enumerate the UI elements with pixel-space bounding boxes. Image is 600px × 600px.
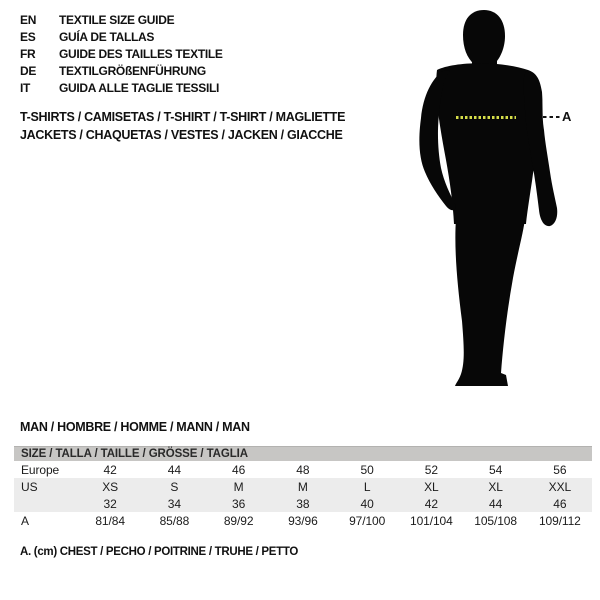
table-cell: XXL: [548, 479, 572, 494]
table-cell: 36: [232, 496, 246, 511]
row-label: A: [21, 513, 29, 528]
table-cell: 52: [424, 462, 438, 477]
table-cell: 85/88: [159, 513, 190, 528]
row-label: US: [21, 479, 38, 494]
table-row-us: [14, 478, 592, 495]
table-row-numeric: [14, 495, 592, 512]
table-cell: 101/104: [410, 513, 453, 528]
table-cell: 38: [296, 496, 310, 511]
table-cell: 44: [167, 462, 181, 477]
table-cell: 89/92: [223, 513, 254, 528]
language-code: FR: [20, 47, 36, 61]
table-cell: 93/96: [288, 513, 318, 528]
language-title: GUÍA DE TALLAS: [59, 30, 155, 44]
table-cell: 81/84: [95, 513, 125, 528]
table-cell: 50: [360, 462, 374, 477]
table-cell: XL: [424, 479, 439, 494]
language-title-list: [20, 12, 223, 97]
measure-footnote: A. (cm) CHEST / PECHO / POITRINE / TRUHE / PETTO: [20, 546, 299, 558]
category-line-jackets: JACKETS / CHAQUETAS / VESTES / JACKEN / GIACCHE: [20, 128, 343, 142]
table-cell: 42: [424, 496, 438, 511]
language-code: EN: [20, 13, 37, 27]
table-cell: 42: [103, 462, 117, 477]
table-cell: 40: [360, 496, 374, 511]
measure-label-a: A: [562, 109, 572, 124]
size-table-header: SIZE / TALLA / TAILLE / GRÖSSE / TAGLIA: [14, 446, 592, 461]
table-cell: 44: [489, 496, 503, 511]
man-silhouette-icon: [410, 6, 570, 398]
table-row-chest: [14, 512, 592, 529]
category-line-tshirts: T-SHIRTS / CAMISETAS / T-SHIRT / T-SHIRT / MAGLIETTE: [20, 110, 346, 124]
language-row: [20, 63, 223, 80]
table-cell: 48: [296, 462, 310, 477]
table-cell: XS: [102, 479, 119, 494]
language-row: [20, 12, 223, 29]
table-cell: 109/112: [538, 513, 581, 528]
table-cell: XL: [488, 479, 503, 494]
table-cell: 46: [553, 496, 567, 511]
language-title: TEXTILE SIZE GUIDE: [59, 13, 175, 27]
language-row: [20, 46, 223, 63]
table-cell: M: [233, 479, 244, 494]
table-cell: 97/100: [349, 513, 386, 528]
table-cell: L: [363, 479, 371, 494]
language-row: [20, 80, 223, 97]
table-cell: 105/108: [474, 513, 517, 528]
language-title: TEXTILGRÖßENFÜHRUNG: [59, 64, 206, 78]
section-title-man: MAN / HOMBRE / HOMME / MANN / MAN: [20, 420, 250, 434]
table-cell: M: [297, 479, 308, 494]
chest-measure-line: [456, 116, 516, 119]
table-cell: S: [170, 479, 179, 494]
table-cell: 32: [103, 496, 117, 511]
measurement-figure: [410, 6, 570, 398]
language-row: [20, 29, 223, 46]
language-title: GUIDA ALLE TAGLIE TESSILI: [59, 81, 220, 95]
table-row-europe: [14, 461, 592, 478]
table-cell: 46: [232, 462, 246, 477]
language-code: ES: [20, 30, 36, 44]
table-cell: 56: [553, 462, 567, 477]
table-cell: 54: [489, 462, 503, 477]
language-title: GUIDE DES TAILLES TEXTILE: [59, 47, 223, 61]
size-table: [14, 446, 592, 529]
measure-leader-dashes: [543, 116, 560, 118]
language-code: DE: [20, 64, 37, 78]
garment-categories: [20, 108, 345, 144]
table-cell: 34: [167, 496, 181, 511]
row-label: Europe: [21, 462, 60, 477]
language-code: IT: [20, 81, 31, 95]
